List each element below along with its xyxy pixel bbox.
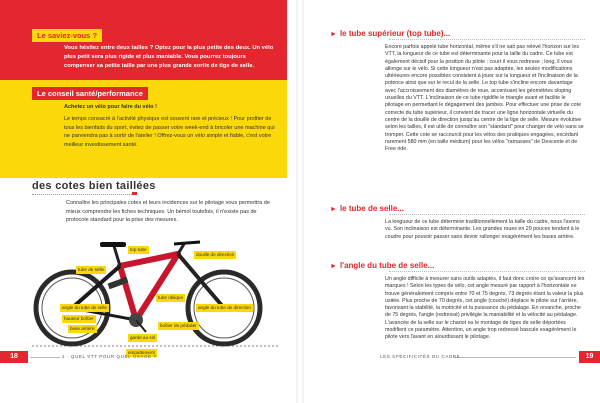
running-footer-left: 1 · QUEL VTT POUR QUEL USAGE ? <box>62 354 157 359</box>
label-tube-selle: tube de selle <box>78 267 105 272</box>
footer-rule-left <box>30 357 60 358</box>
label-angle-tube-selle: angle du tube de selle <box>62 305 107 310</box>
tube-selle-text: La longueur de ce tube détermine traditionnellement la taille du cadre, nous l'avons vu. Son inclinaison est déterminante. Les grandes roues en 29 pouces tendent à le coudre pour pouvoir passer sans devoir rallonger exagérément les bases arrière. <box>385 219 580 240</box>
bike-diagram <box>28 236 284 358</box>
label-hauteur-boitier: hauteur boîtier <box>64 316 94 321</box>
section-dash <box>132 192 137 195</box>
label-empattement: empattement <box>128 350 155 355</box>
arrow-right-icon: ► <box>330 263 337 270</box>
saviez-vous-box <box>0 0 287 80</box>
arrow-right-icon: ► <box>330 31 337 38</box>
label-tube-oblique: tube oblique <box>158 295 184 300</box>
conseil-lead: Achetez un vélo pour faire du vélo ! <box>64 104 157 110</box>
label-boitier-pedalier: boîtier de pédalier <box>160 323 197 328</box>
label-douille: douille de direction <box>196 252 235 257</box>
page-number-left: 18 <box>0 351 28 363</box>
section-title: des cotes bien taillées <box>32 180 156 192</box>
heading-rule <box>389 39 585 40</box>
tube-superieur-text: Encore parfois appelé tube horizontal, même s'il ne sait pas relevé l'horizon sur les VTT, la longueur de ce tube est déterminante pour la taille du cadre. Ce tube est également décisif pour la position du pilote : court il vous redresse ; long, il vous allonge sur le vélo. Si cette longueur n'est pas adaptée, les seules modifications ultérieures encore possibles consistent à jouer sur la longueur et l'inclinaison de la potence ainsi que sur le recul de la selle. Le top tube s'incline encore davantage avec l'accroissement des diamètres de roue, accentuant les géométries sloping usuelles du VTT. L'inclinaison de ce tube rigidifie le triangle avant et facilite le pilotage en permettant le dégagement des jambes. Pour effectuer une prise de cote correcte du tube supérieur, il convient de tracer une ligne horizontale virtuelle du centre de la douille de direction jusqu'au centre de la tige de selle. Mesure évolutive selon les tailles, il est utile de connaître son "standard" pour changer de vélo sans se tromper. Cette cote se raccourcit pour les vélos des pratiques engagées, excédant rarement 580 mm (en taille médium) pour les vélos "ramasses" de Descente et de Free ride. <box>385 44 584 153</box>
heading-rule <box>389 214 585 215</box>
heading-angle-tube-selle-text: l'angle du tube de selle... <box>339 261 435 270</box>
book-gutter <box>296 0 304 403</box>
running-footer-right: LES SPÉCIFICITÉS DU CADRE <box>380 354 461 359</box>
saviez-vous-tag: Le saviez-vous ? <box>32 29 102 42</box>
arrow-right-icon: ► <box>330 206 337 213</box>
saviez-vous-text: Vous hésitez entre deux tailles ? Optez pour la plus petite des deux. Un vélo plus petit sera plus rigide et plus maniable. Vous pourrez toujours compenser sa petite taille par une plus grande sortie de tige de selle. <box>64 45 274 69</box>
conseil-box <box>0 80 287 178</box>
heading-angle-tube-selle <box>330 261 434 270</box>
conseil-text: Le temps consacré à l'activité physique est souvent rare et précieux ! Pour profiter de tous les bienfaits du sport, évitez de passer votre week-end à bricoler une machine qui ne parviendra pas à sortir de l'atelier ! Offrez-vous un vélo simple et fiable, c'est votre meilleur investissement santé. <box>64 116 275 148</box>
conseil-tag: Le conseil santé/performance <box>32 87 148 100</box>
label-garde-sol: garde au sol <box>130 335 156 340</box>
heading-tube-superieur <box>330 29 450 38</box>
section-intro: Connaître les principales cotes et leurs incidences sur le pilotage vous permettra de mieux comprendre les fiches techniques. Un bémol toutefois, il n'existe pas de protocole standard pour la prise des mesures. <box>66 200 270 223</box>
section-rule <box>32 194 132 195</box>
heading-tube-selle <box>330 204 404 213</box>
page-number-right: 19 <box>579 351 600 363</box>
left-page <box>0 0 296 403</box>
angle-tube-selle-text: Un angle difficile à mesurer sans outils adaptés, il faut donc croire ce qu'avancent les marques ! Selon les types de vélo, cet angle mesuré par rapport à l'horizontale se trouve généralement compris entre 70 et 75 degrés, 73 degrés étant la valeur la plus usitée. Plus proche de 70 degrés, cet angle (couché) déplace le pilote sur l'arrière, favorisant la stabilité, la motricité et la puissance du pédalage. En revanche, proche de 75 degrés, l'angle (redressé) privilégie la maniabilité et la vélocité au pédalage. L'avancée de la selle sur le chariot ou le montage de tiges de selle déportées modifient ce paramètre. Attention, un angle trop redressé bascule exagérément le pilote vers l'avant en alourdissant le pilotage. <box>385 276 585 341</box>
footer-rule-right <box>454 357 576 358</box>
right-page <box>304 0 600 403</box>
heading-tube-superieur-text: le tube supérieur (top tube)... <box>339 29 451 38</box>
heading-rule <box>389 271 585 272</box>
label-base-arriere: base arrière <box>70 326 95 331</box>
label-angle-tube-direction: angle du tube de direction <box>198 305 251 310</box>
heading-tube-selle-text: le tube de selle... <box>339 204 404 213</box>
label-top-tube: top tube <box>130 247 147 252</box>
